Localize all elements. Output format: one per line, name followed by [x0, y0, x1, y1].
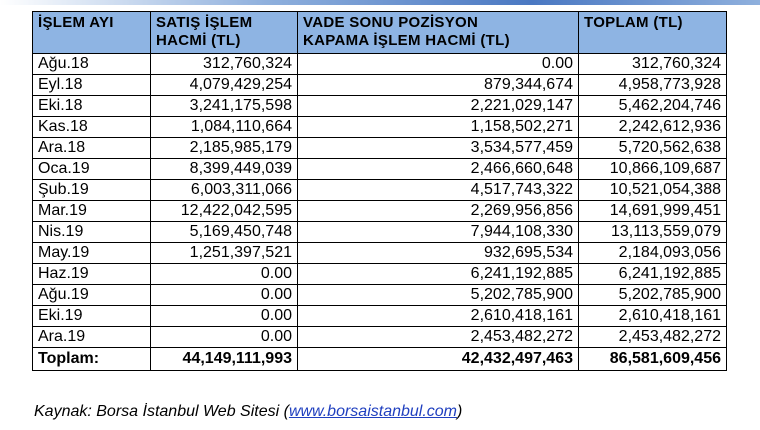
- cell-month: Ağu.19: [33, 285, 151, 306]
- cell-closing: 2,466,660,648: [298, 159, 579, 180]
- trading-volume-table: [32, 11, 727, 371]
- table-row: [33, 180, 727, 201]
- cell-month: Ağu.18: [33, 54, 151, 75]
- cell-closing: 1,158,502,271: [298, 117, 579, 138]
- cell-month: Kas.18: [33, 117, 151, 138]
- header-sales-volume: [151, 12, 298, 54]
- totals-row: [33, 348, 727, 371]
- cell-closing: 2,269,956,856: [298, 201, 579, 222]
- cell-closing: 2,610,418,161: [298, 306, 579, 327]
- cell-month: Eki.18: [33, 96, 151, 117]
- cell-month: Eki.19: [33, 306, 151, 327]
- table-row: [33, 327, 727, 348]
- table-row: [33, 96, 727, 117]
- cell-total: 2,453,482,272: [579, 327, 727, 348]
- header-closing-volume: [298, 12, 579, 54]
- header-sales-line1: SATIŞ İŞLEM: [156, 14, 253, 31]
- cell-closing: 6,241,192,885: [298, 264, 579, 285]
- table-row: [33, 306, 727, 327]
- cell-closing: 2,453,482,272: [298, 327, 579, 348]
- cell-total: 5,202,785,900: [579, 285, 727, 306]
- cell-total: 2,184,093,056: [579, 243, 727, 264]
- cell-closing: 5,202,785,900: [298, 285, 579, 306]
- header-closing-line2: KAPAMA İŞLEM HACMİ (TL): [303, 32, 510, 49]
- table-row: [33, 285, 727, 306]
- table-row: [33, 222, 727, 243]
- source-link[interactable]: www.borsaistanbul.com: [288, 403, 458, 420]
- cell-total: 14,691,999,451: [579, 201, 727, 222]
- top-accent-line: [0, 0, 760, 5]
- cell-total: 10,521,054,388: [579, 180, 727, 201]
- cell-total: 5,462,204,746: [579, 96, 727, 117]
- cell-sales: 5,169,450,748: [151, 222, 298, 243]
- cell-total: 10,866,109,687: [579, 159, 727, 180]
- source-prefix: Kaynak: Borsa İstanbul Web Sitesi (: [34, 403, 289, 420]
- header-month: İŞLEM AYI: [33, 12, 151, 54]
- cell-month: Haz.19: [33, 264, 151, 285]
- cell-total: 2,242,612,936: [579, 117, 727, 138]
- cell-month: Oca.19: [33, 159, 151, 180]
- totals-closing: 42,432,497,463: [298, 348, 579, 371]
- table-row: [33, 159, 727, 180]
- cell-total: 5,720,562,638: [579, 138, 727, 159]
- cell-closing: 7,944,108,330: [298, 222, 579, 243]
- cell-month: Eyl.18: [33, 75, 151, 96]
- table-row: [33, 138, 727, 159]
- cell-sales: 2,185,985,179: [151, 138, 298, 159]
- cell-month: Nis.19: [33, 222, 151, 243]
- cell-total: 13,113,559,079: [579, 222, 727, 243]
- totals-label: Toplam:: [33, 348, 151, 371]
- cell-total: 2,610,418,161: [579, 306, 727, 327]
- cell-sales: 0.00: [151, 327, 298, 348]
- cell-sales: 0.00: [151, 264, 298, 285]
- cell-sales: 4,079,429,254: [151, 75, 298, 96]
- cell-closing: 4,517,743,322: [298, 180, 579, 201]
- header-closing-line1: VADE SONU POZİSYON: [303, 14, 479, 31]
- cell-sales: 312,760,324: [151, 54, 298, 75]
- cell-closing: 3,534,577,459: [298, 138, 579, 159]
- source-suffix: ): [457, 403, 463, 420]
- totals-sales: 44,149,111,993: [151, 348, 298, 371]
- table-row: [33, 117, 727, 138]
- cell-total: 4,958,773,928: [579, 75, 727, 96]
- cell-sales: 6,003,311,066: [151, 180, 298, 201]
- table-header-row: [33, 12, 727, 54]
- source-note: [34, 403, 462, 421]
- table-row: [33, 264, 727, 285]
- totals-total: 86,581,609,456: [579, 348, 727, 371]
- cell-closing: 932,695,534: [298, 243, 579, 264]
- cell-closing: 0.00: [298, 54, 579, 75]
- table-row: [33, 54, 727, 75]
- cell-sales: 1,251,397,521: [151, 243, 298, 264]
- cell-sales: 8,399,449,039: [151, 159, 298, 180]
- cell-month: Ara.19: [33, 327, 151, 348]
- cell-month: Şub.19: [33, 180, 151, 201]
- header-sales-line2: HACMİ (TL): [156, 32, 241, 49]
- cell-closing: 2,221,029,147: [298, 96, 579, 117]
- table-row: [33, 75, 727, 96]
- table-row: [33, 243, 727, 264]
- cell-month: May.19: [33, 243, 151, 264]
- cell-sales: 3,241,175,598: [151, 96, 298, 117]
- table-row: [33, 201, 727, 222]
- cell-sales: 1,084,110,664: [151, 117, 298, 138]
- header-total: TOPLAM (TL): [579, 12, 727, 54]
- cell-total: 312,760,324: [579, 54, 727, 75]
- table-body: [33, 54, 727, 348]
- cell-sales: 0.00: [151, 306, 298, 327]
- cell-month: Ara.18: [33, 138, 151, 159]
- cell-closing: 879,344,674: [298, 75, 579, 96]
- cell-month: Mar.19: [33, 201, 151, 222]
- cell-total: 6,241,192,885: [579, 264, 727, 285]
- cell-sales: 0.00: [151, 285, 298, 306]
- cell-sales: 12,422,042,595: [151, 201, 298, 222]
